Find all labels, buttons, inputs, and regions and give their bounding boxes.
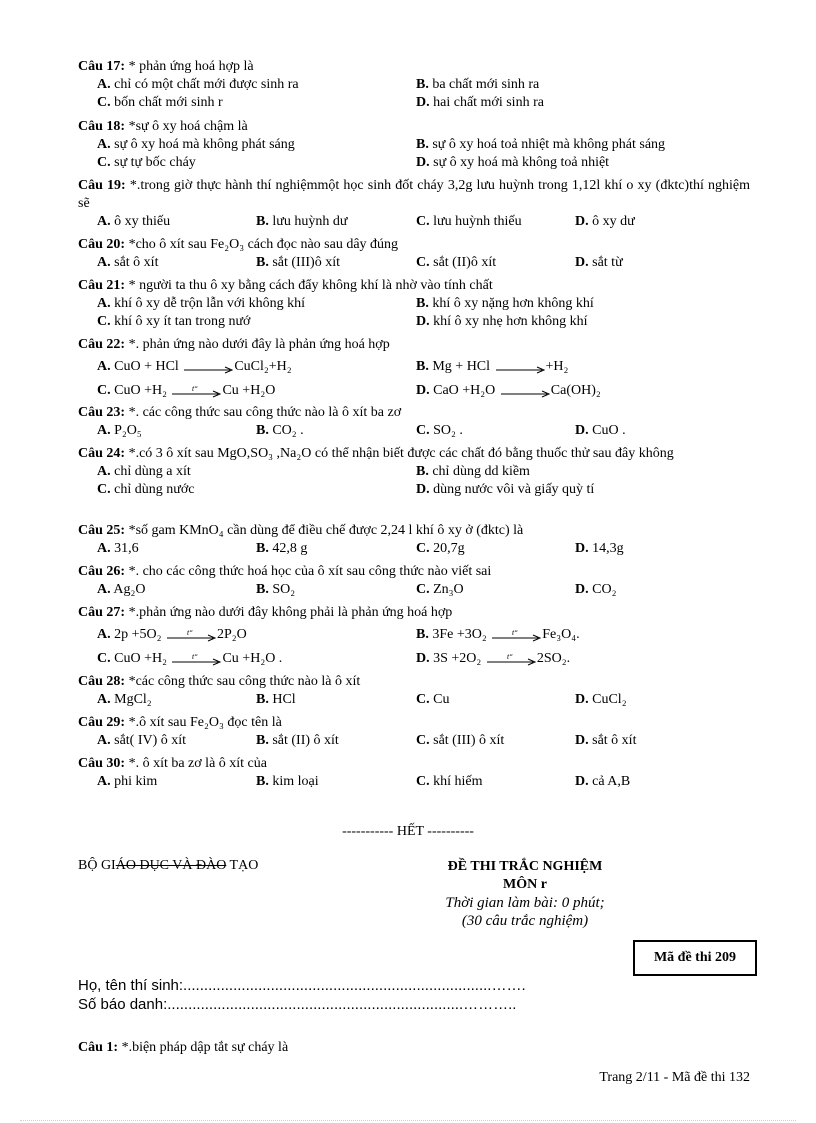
option-text: chỉ dùng dd kiềm: [428, 464, 530, 479]
option-letter: B.: [416, 296, 429, 311]
answer-option: [97, 94, 223, 112]
answer-option: [256, 254, 340, 272]
option-text: Zn₃O: [429, 582, 464, 597]
svg-text:t°: t°: [187, 629, 193, 637]
option-letter: D.: [575, 541, 589, 556]
question: [78, 58, 750, 112]
answer-option: [575, 213, 635, 231]
option-letter: A.: [97, 255, 111, 270]
exam-time: Thời gian làm bài: 0 phút;: [445, 895, 605, 911]
question-stem: *.trong giờ thực hành thí nghiệmmột học sinh đốt cháy 3,2g lưu huỳnh trong 1,12l khí o xy (đktc)thí nghiệm sẽ: [78, 178, 751, 211]
option-text: khí ô xy nặng hơn không khí: [428, 296, 594, 311]
option-text: khí hiếm: [429, 774, 483, 789]
option-text: ô xy dư: [588, 214, 635, 229]
option-text: sắt (II) ô xít: [268, 733, 339, 748]
reaction-arrow-icon: [494, 362, 546, 372]
question-number: Câu 22:: [78, 337, 126, 352]
answer-option: [97, 732, 186, 750]
answer-option: [256, 581, 295, 599]
option-letter: A.: [97, 423, 111, 438]
option-letter: B.: [256, 582, 269, 597]
options-row: [78, 313, 750, 331]
page-footer: Trang 2/11 - Mã đề thi 132: [599, 1070, 750, 1085]
reaction-arrow-icon: [170, 654, 222, 664]
answer-option: [416, 481, 594, 499]
option-letter: B.: [256, 692, 269, 707]
option-letter: C.: [97, 95, 111, 110]
answer-option: [416, 358, 568, 376]
options-row: [78, 136, 750, 154]
options-row: [78, 295, 750, 313]
answer-option: [575, 773, 630, 791]
option-letter: C.: [416, 255, 430, 270]
option-text: CO₂ .: [268, 423, 304, 438]
option-letter: A.: [97, 77, 111, 92]
question-number: Câu 18:: [78, 119, 126, 134]
answer-option: [97, 213, 170, 231]
option-letter: D.: [416, 482, 430, 497]
option-text: lưu huỳnh thiếu: [429, 214, 522, 229]
option-text: P₂O₅: [110, 423, 142, 438]
end-marker: ----------- HẾT ----------: [342, 824, 474, 839]
answer-option: [416, 626, 580, 644]
options-row: [78, 463, 750, 481]
option-text: CO₂: [588, 582, 617, 597]
answer-option: [416, 691, 449, 709]
options-row: [78, 422, 750, 440]
answer-option: [416, 313, 588, 331]
option-letter: A.: [97, 733, 111, 748]
answer-option: [97, 481, 194, 499]
options-row: [78, 154, 750, 172]
question: [78, 177, 750, 231]
option-letter: A.: [97, 214, 111, 229]
exam-header: [380, 858, 670, 930]
question-stem: *.có 3 ô xít sau MgO,SO₃ ,Na₂O có thể nhận biết được các chất đó bằng thuốc thử sau đây không: [125, 446, 674, 461]
option-text: sự ô xy hoá mà không phát sáng: [110, 137, 295, 152]
answer-option: [97, 76, 299, 94]
option-letter: D.: [416, 95, 430, 110]
option-letter: C.: [97, 482, 111, 497]
option-letter: B.: [256, 214, 269, 229]
options-row: [78, 94, 750, 112]
option-letter: B.: [256, 423, 269, 438]
answer-option: [575, 254, 623, 272]
option-text: sự ô xy hoá mà không toả nhiệt: [429, 155, 610, 170]
question-number: Câu 1:: [78, 1040, 119, 1055]
question: [78, 445, 750, 499]
option-text: phi kim: [110, 774, 158, 789]
option-letter: A.: [97, 359, 111, 374]
option-products: +H₂: [545, 359, 569, 374]
option-letter: B.: [256, 255, 269, 270]
answer-option: [416, 154, 609, 172]
option-letter: B.: [416, 627, 429, 642]
question: [78, 236, 750, 272]
question-line: [78, 673, 750, 691]
option-text: khí ô xy nhẹ hơn không khí: [429, 314, 588, 329]
options-row: [78, 254, 750, 272]
option-text: dùng nước vôi và giấy quỳ tí: [429, 482, 595, 497]
option-text: chỉ dùng nước: [110, 482, 195, 497]
option-text: CuCl₂: [588, 692, 627, 707]
option-letter: C.: [416, 692, 430, 707]
option-reactants: 3Fe +3O₂: [428, 627, 491, 642]
option-letter: B.: [416, 359, 429, 374]
answer-option: [97, 382, 275, 400]
next-question: [78, 1039, 750, 1057]
option-products: 2P₂O: [217, 627, 247, 642]
answer-option: [97, 626, 247, 644]
reaction-arrow-icon: [170, 386, 222, 396]
option-letter: D.: [575, 582, 589, 597]
question-stem: *. ô xít ba zơ là ô xít của: [125, 756, 267, 771]
reaction-arrow-icon: [165, 630, 217, 640]
option-reactants: CuO +H₂: [110, 651, 171, 666]
option-letter: C.: [416, 541, 430, 556]
question-number: Câu 29:: [78, 715, 126, 730]
options-row: [78, 626, 750, 650]
option-letter: B.: [416, 137, 429, 152]
option-letter: D.: [575, 733, 589, 748]
option-letter: B.: [256, 541, 269, 556]
answer-option: [97, 295, 305, 313]
option-letter: A.: [97, 774, 111, 789]
option-reactants: CuO +H₂: [110, 383, 171, 398]
ministry-part-1: BỘ GI: [78, 858, 116, 873]
answer-option: [575, 422, 626, 440]
answer-option: [97, 773, 157, 791]
option-text: sắt ô xít: [110, 255, 159, 270]
option-text: MgCl₂: [110, 692, 152, 707]
option-letter: B.: [416, 464, 429, 479]
option-text: lưu huỳnh dư: [268, 214, 348, 229]
question: [78, 522, 750, 558]
reaction-arrow-icon: [182, 362, 234, 372]
options-row: [78, 732, 750, 750]
option-letter: A.: [97, 582, 111, 597]
question-number: Câu 23:: [78, 405, 126, 420]
option-text: sắt (II)ô xít: [429, 255, 497, 270]
option-letter: C.: [97, 651, 111, 666]
option-text: chỉ dùng a xít: [110, 464, 191, 479]
question-number: Câu 20:: [78, 237, 126, 252]
answer-option: [97, 136, 295, 154]
question: [78, 277, 750, 331]
option-text: sắt ô xít: [588, 733, 637, 748]
option-letter: D.: [416, 155, 430, 170]
question: [78, 604, 750, 674]
option-products: 2SO₂.: [536, 651, 571, 666]
question-line: [78, 563, 750, 581]
exam-subject: MÔN r: [503, 877, 547, 892]
option-text: Cu: [429, 692, 450, 707]
answer-option: [256, 540, 307, 558]
question-stem: *. các công thức sau công thức nào là ô xít ba zơ: [125, 405, 402, 420]
option-letter: D.: [416, 383, 430, 398]
question-line: [78, 118, 750, 136]
question-line: [78, 236, 750, 254]
option-text: cả A,B: [588, 774, 631, 789]
option-reactants: Mg + HCl: [428, 359, 494, 374]
option-letter: A.: [97, 541, 111, 556]
exam-title: ĐỀ THI TRẮC NGHIỆM: [447, 859, 603, 874]
student-id-line: Số báo danh:.......................................................................………..: [78, 996, 517, 1013]
option-letter: C.: [97, 314, 111, 329]
question-number: Câu 25:: [78, 523, 126, 538]
options-row: [78, 382, 750, 406]
student-name-line: Họ, tên thí sinh:..........................................................................…….: [78, 977, 526, 994]
answer-option: [256, 213, 347, 231]
question-number: Câu 21:: [78, 278, 126, 293]
answer-option: [97, 154, 196, 172]
option-text: SO₂ .: [429, 423, 463, 438]
option-letter: D.: [575, 423, 589, 438]
option-products: Cu +H₂O .: [222, 651, 283, 666]
option-letter: C.: [416, 214, 430, 229]
answer-option: [416, 650, 570, 668]
reaction-arrow-icon: [499, 386, 551, 396]
exam-question-count: (30 câu trắc nghiệm): [461, 913, 589, 929]
ministry-part-2: ÁO DỤC VÀ ĐÀO: [115, 858, 227, 873]
question-stem: *. phản ứng nào dưới đây là phản ứng hoá hợp: [125, 337, 390, 352]
option-reactants: 3S +2O₂: [429, 651, 485, 666]
ministry-part-3: TẠO: [226, 858, 259, 873]
answer-option: [416, 136, 665, 154]
question: [78, 673, 750, 709]
answer-option: [416, 94, 544, 112]
answer-option: [97, 691, 152, 709]
question-stem: *cho ô xít sau Fe₂O₃ cách đọc nào sau dây đúng: [125, 237, 399, 252]
question: [78, 118, 750, 172]
option-text: 14,3g: [588, 541, 624, 556]
question-stem: * phản ứng hoá hợp là: [125, 59, 254, 74]
answer-option: [256, 732, 339, 750]
question: [78, 714, 750, 750]
option-letter: D.: [416, 314, 430, 329]
question-line: [78, 336, 750, 354]
answer-option: [97, 581, 145, 599]
option-letter: A.: [97, 137, 111, 152]
option-products: Fe₃O₄.: [542, 627, 580, 642]
option-text: Ag₂O: [110, 582, 146, 597]
options-row: [78, 691, 750, 709]
answer-option: [575, 581, 616, 599]
answer-option: [256, 691, 296, 709]
option-text: HCl: [268, 692, 296, 707]
question-stem: *số gam KMnO₄ cần dùng để điều chế được 2,24 l khí ô xy ở (đktc) là: [125, 523, 524, 538]
svg-text:t°: t°: [506, 653, 513, 661]
options-row: [78, 481, 750, 499]
answer-option: [416, 732, 504, 750]
option-letter: C.: [416, 774, 430, 789]
question-line: [78, 604, 750, 622]
question-stem: *các công thức sau công thức nào là ô xít: [125, 674, 361, 689]
question-line: [78, 404, 750, 422]
question-stem: *.phản ứng nào dưới đây không phải là phản ứng hoá hợp: [125, 605, 453, 620]
option-products: Cu +H₂O: [222, 383, 276, 398]
ministry-name: [78, 858, 258, 874]
answer-option: [97, 358, 292, 376]
option-letter: D.: [416, 651, 430, 666]
option-letter: A.: [97, 692, 111, 707]
answer-option: [416, 295, 594, 313]
option-letter: D.: [575, 692, 589, 707]
option-letter: D.: [575, 255, 589, 270]
answer-option: [97, 463, 191, 481]
options-row: [78, 650, 750, 674]
question: [78, 404, 750, 440]
option-text: khí ô xy ít tan trong nướ: [110, 314, 251, 329]
question-number: Câu 19:: [78, 178, 126, 193]
question-line: [78, 58, 750, 76]
option-text: sắt từ: [588, 255, 623, 270]
option-text: sự ô xy hoá toả nhiệt mà không phát sáng: [428, 137, 666, 152]
exam-code-box: Mã đề thi 209: [633, 940, 757, 976]
question-number: Câu 30:: [78, 756, 126, 771]
option-letter: D.: [575, 214, 589, 229]
option-letter: C.: [97, 155, 111, 170]
answer-option: [97, 313, 250, 331]
question-number: Câu 17:: [78, 59, 126, 74]
answer-option: [256, 773, 319, 791]
option-letter: C.: [97, 383, 111, 398]
option-text: kim loại: [268, 774, 319, 789]
question-number: Câu 28:: [78, 674, 126, 689]
question-number: Câu 26:: [78, 564, 126, 579]
option-text: chỉ có một chất mới được sinh ra: [110, 77, 299, 92]
question-stem: *sự ô xy hoá chậm là: [125, 119, 248, 134]
question-line: [78, 277, 750, 295]
option-letter: B.: [256, 774, 269, 789]
page-bottom-divider: [20, 1120, 796, 1121]
reaction-arrow-icon: [490, 630, 542, 640]
options-row: [78, 581, 750, 599]
answer-option: [416, 422, 463, 440]
question-stem: *.ô xít sau Fe₂O₃ đọc tên là: [125, 715, 282, 730]
option-products: CuCl₂+H₂: [234, 359, 292, 374]
answer-option: [416, 382, 601, 400]
answer-option: [575, 732, 636, 750]
option-text: 42,8 g: [268, 541, 308, 556]
option-letter: A.: [97, 296, 111, 311]
answer-option: [416, 581, 464, 599]
answer-option: [416, 463, 530, 481]
answer-option: [97, 650, 282, 668]
option-text: 31,6: [110, 541, 139, 556]
option-text: sắt (III) ô xít: [429, 733, 505, 748]
option-text: sắt (III)ô xít: [268, 255, 340, 270]
question-stem: * người ta thu ô xy bằng cách đẩy không khí là nhờ vào tính chất: [125, 278, 493, 293]
option-letter: A.: [97, 627, 111, 642]
option-text: SO₂: [268, 582, 296, 597]
answer-option: [97, 422, 142, 440]
reaction-arrow-icon: [485, 654, 537, 664]
option-letter: D.: [575, 774, 589, 789]
option-text: khí ô xy dễ trộn lẫn với không khí: [110, 296, 306, 311]
option-text: sắt( IV) ô xít: [110, 733, 187, 748]
option-text: sự tự bốc cháy: [110, 155, 196, 170]
svg-text:t°: t°: [512, 629, 518, 637]
option-text: hai chất mới sinh ra: [429, 95, 544, 110]
question-line: [78, 755, 750, 773]
options-row: [78, 358, 750, 382]
answer-option: [416, 254, 496, 272]
option-letter: C.: [416, 582, 430, 597]
svg-text:t°: t°: [192, 385, 198, 393]
answer-option: [416, 76, 539, 94]
question: [78, 563, 750, 599]
question-line: [78, 714, 750, 732]
answer-option: [97, 540, 139, 558]
options-row: [78, 76, 750, 94]
answer-option: [256, 422, 304, 440]
option-text: CuO .: [588, 423, 626, 438]
answer-option: [416, 540, 465, 558]
question-stem: *. cho các công thức hoá học của ô xít sau công thức nào viết sai: [125, 564, 492, 579]
question: [78, 336, 750, 406]
question-number: Câu 24:: [78, 446, 126, 461]
answer-option: [97, 254, 158, 272]
option-reactants: CaO +H₂O: [429, 383, 499, 398]
options-row: [78, 540, 750, 558]
question-number: Câu 27:: [78, 605, 126, 620]
option-text: 20,7g: [429, 541, 465, 556]
option-text: ba chất mới sinh ra: [428, 77, 540, 92]
options-row: [78, 213, 750, 231]
option-letter: C.: [416, 733, 430, 748]
option-text: ô xy thiếu: [110, 214, 171, 229]
answer-option: [575, 691, 627, 709]
answer-option: [416, 213, 522, 231]
question-line: [78, 522, 750, 540]
question-line: [78, 445, 750, 463]
option-letter: C.: [416, 423, 430, 438]
question-line: [78, 177, 750, 213]
option-letter: A.: [97, 464, 111, 479]
option-letter: B.: [256, 733, 269, 748]
question-stem: *.biện pháp dập tắt sự cháy là: [118, 1040, 289, 1055]
answer-option: [575, 540, 624, 558]
option-text: bốn chất mới sinh r: [110, 95, 223, 110]
option-letter: B.: [416, 77, 429, 92]
option-products: Ca(OH)₂: [550, 383, 601, 398]
svg-text:t°: t°: [192, 653, 198, 661]
option-reactants: 2p +5O₂: [110, 627, 166, 642]
answer-option: [416, 773, 483, 791]
options-row: [78, 773, 750, 791]
question: [78, 755, 750, 791]
option-reactants: CuO + HCl: [110, 359, 183, 374]
